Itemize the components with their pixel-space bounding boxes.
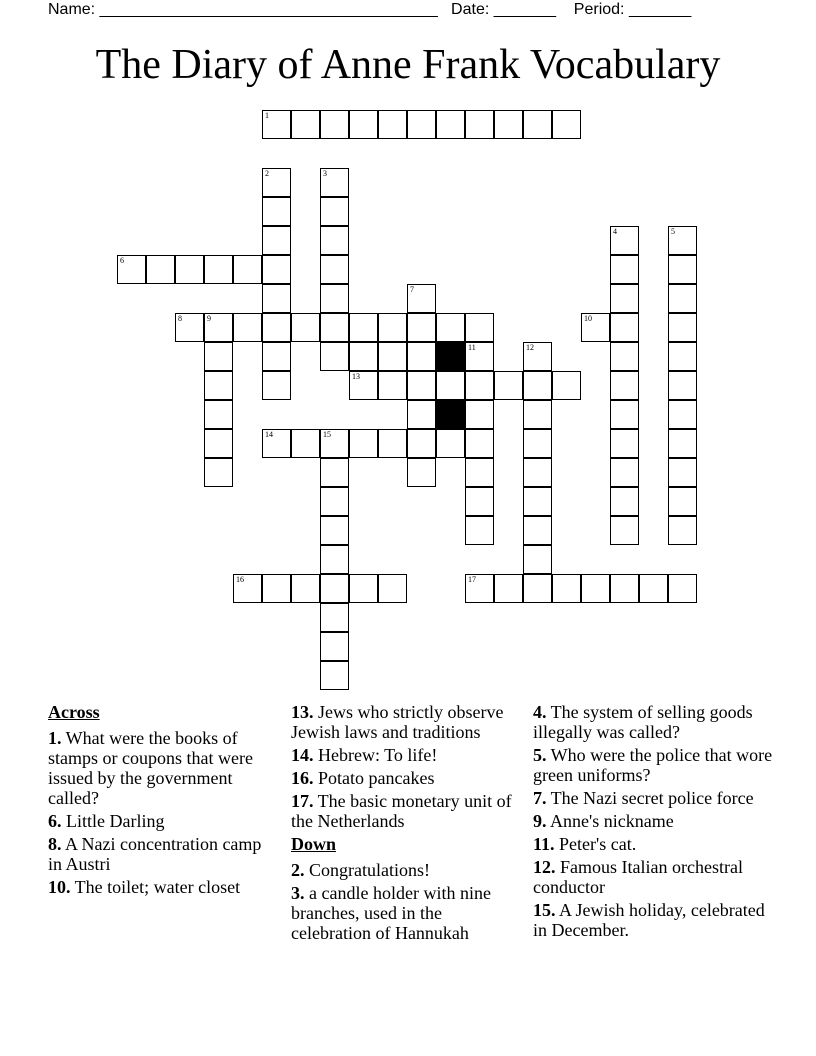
crossword-cell[interactable] — [610, 429, 639, 458]
crossword-cell[interactable] — [552, 110, 581, 139]
crossword-cell[interactable] — [523, 574, 552, 603]
crossword-cell[interactable] — [291, 313, 320, 342]
crossword-cell[interactable] — [262, 110, 291, 139]
crossword-cell[interactable] — [465, 342, 494, 371]
clue-number: 4. — [533, 702, 547, 722]
crossword-cell[interactable] — [523, 342, 552, 371]
clue-across-16 — [291, 768, 521, 788]
clue-text: Peter's cat. — [554, 834, 637, 854]
clue-number-label: 13 — [352, 372, 360, 381]
crossword-cell[interactable] — [610, 458, 639, 487]
crossword-cell[interactable] — [581, 313, 610, 342]
crossword-cell[interactable] — [320, 545, 349, 574]
crossword-cell[interactable] — [320, 255, 349, 284]
crossword-cell[interactable] — [262, 313, 291, 342]
crossword-cell[interactable] — [494, 371, 523, 400]
crossword-cell[interactable] — [320, 661, 349, 690]
crossword-cell[interactable] — [465, 487, 494, 516]
crossword-cell[interactable] — [320, 574, 349, 603]
clue-number: 14. — [291, 745, 314, 765]
crossword-cell[interactable] — [610, 371, 639, 400]
crossword-cell[interactable] — [552, 574, 581, 603]
clue-number-label: 9 — [207, 314, 211, 323]
crossword-cell[interactable] — [610, 516, 639, 545]
clue-text: a candle holder with nine branches, used in the celebration of Hannukah — [291, 883, 491, 943]
crossword-cell[interactable] — [262, 226, 291, 255]
crossword-cell[interactable] — [523, 487, 552, 516]
clue-text: Congratulations! — [304, 860, 430, 880]
crossword-cell[interactable] — [465, 574, 494, 603]
crossword-cell[interactable] — [668, 371, 697, 400]
crossword-cell[interactable] — [523, 429, 552, 458]
crossword-cell[interactable] — [523, 371, 552, 400]
clue-number-label: 1 — [265, 111, 269, 120]
crossword-cell[interactable] — [378, 110, 407, 139]
clue-number-label: 3 — [323, 169, 327, 178]
clue-text: Jews who strictly observe Jewish laws and traditions — [291, 702, 504, 742]
crossword-cell[interactable] — [320, 487, 349, 516]
clue-down-4 — [533, 702, 773, 742]
crossword-cell[interactable] — [610, 226, 639, 255]
crossword-cell[interactable] — [610, 255, 639, 284]
clue-across-1 — [48, 728, 278, 808]
crossword-cell[interactable] — [349, 110, 378, 139]
crossword-cell[interactable] — [233, 313, 262, 342]
crossword-cell[interactable] — [291, 574, 320, 603]
crossword-cell[interactable] — [378, 342, 407, 371]
crossword-cell[interactable] — [262, 255, 291, 284]
crossword-cell[interactable] — [262, 429, 291, 458]
crossword-cell[interactable] — [668, 487, 697, 516]
crossword-cell[interactable] — [436, 110, 465, 139]
crossword-cell[interactable] — [610, 342, 639, 371]
clue-text: Hebrew: To life! — [313, 745, 438, 765]
crossword-cell[interactable] — [610, 400, 639, 429]
across-heading: Across — [48, 702, 100, 722]
crossword-cell[interactable] — [320, 516, 349, 545]
crossword-cell[interactable] — [610, 487, 639, 516]
crossword-cell[interactable] — [610, 574, 639, 603]
crossword-cell[interactable] — [320, 110, 349, 139]
crossword-cell[interactable] — [610, 284, 639, 313]
clue-number-label: 8 — [178, 314, 182, 323]
clue-number: 11. — [533, 834, 555, 854]
clue-text: The toilet; water closet — [70, 877, 241, 897]
crossword-cell[interactable] — [204, 458, 233, 487]
clue-number-label: 17 — [468, 575, 476, 584]
crossword-cell[interactable] — [320, 226, 349, 255]
clue-text: What were the books of stamps or coupons that were issued by the government called? — [48, 728, 253, 808]
crossword-cell[interactable] — [639, 574, 668, 603]
clue-number-label: 7 — [410, 285, 414, 294]
crossword-cell[interactable] — [668, 574, 697, 603]
crossword-cell[interactable] — [465, 458, 494, 487]
crossword-cell[interactable] — [175, 313, 204, 342]
crossword-cell[interactable] — [407, 110, 436, 139]
crossword-cell[interactable] — [494, 110, 523, 139]
clue-number: 16. — [291, 768, 314, 788]
crossword-cell[interactable] — [523, 516, 552, 545]
crossword-cell[interactable] — [407, 342, 436, 371]
crossword-cell[interactable] — [465, 371, 494, 400]
crossword-cell[interactable] — [407, 284, 436, 313]
clue-text: Potato pancakes — [313, 768, 435, 788]
clue-column-3 — [533, 702, 773, 943]
crossword-cell[interactable] — [465, 429, 494, 458]
crossword-cell[interactable] — [349, 313, 378, 342]
clue-down-15 — [533, 900, 773, 940]
crossword-cell[interactable] — [494, 574, 523, 603]
clue-number-label: 11 — [468, 343, 476, 352]
clue-text: Little Darling — [61, 811, 165, 831]
clue-across-8 — [48, 834, 278, 874]
clue-number-label: 4 — [613, 227, 617, 236]
crossword-cell[interactable] — [668, 516, 697, 545]
crossword-cell[interactable] — [378, 574, 407, 603]
crossword-cell[interactable] — [320, 313, 349, 342]
clue-number: 1. — [48, 728, 62, 748]
clue-column-1 — [48, 702, 278, 900]
crossword-cell[interactable] — [320, 342, 349, 371]
clue-down-9 — [533, 811, 773, 831]
crossword-cell[interactable] — [523, 110, 552, 139]
crossword-cell[interactable] — [378, 313, 407, 342]
crossword-cell[interactable] — [204, 400, 233, 429]
crossword-cell[interactable] — [233, 255, 262, 284]
crossword-cell[interactable] — [668, 342, 697, 371]
crossword-cell[interactable] — [465, 516, 494, 545]
clue-number: 5. — [533, 745, 547, 765]
crossword-cell[interactable] — [233, 574, 262, 603]
crossword-cell[interactable] — [407, 313, 436, 342]
crossword-block — [436, 400, 465, 429]
crossword-cell[interactable] — [320, 603, 349, 632]
crossword-cell[interactable] — [668, 284, 697, 313]
clue-number: 8. — [48, 834, 62, 854]
crossword-cell[interactable] — [668, 255, 697, 284]
student-info-line: Name: ______________________________________ Date: _______ Period: _______ — [48, 1, 692, 18]
clue-number: 15. — [533, 900, 556, 920]
clue-down-3 — [291, 883, 521, 943]
crossword-cell[interactable] — [262, 342, 291, 371]
clue-number-label: 2 — [265, 169, 269, 178]
crossword-cell[interactable] — [668, 400, 697, 429]
crossword-cell[interactable] — [262, 371, 291, 400]
crossword-cell[interactable] — [175, 255, 204, 284]
clue-down-7 — [533, 788, 773, 808]
clue-down-12 — [533, 857, 773, 897]
clue-text: The basic monetary unit of the Netherlands — [291, 791, 512, 831]
crossword-cell[interactable] — [262, 197, 291, 226]
crossword-cell[interactable] — [378, 429, 407, 458]
clue-text: The system of selling goods illegally was called? — [533, 702, 753, 742]
clue-text: Anne's nickname — [546, 811, 674, 831]
crossword-cell[interactable] — [610, 313, 639, 342]
clue-across-10 — [48, 877, 278, 897]
crossword-cell[interactable] — [320, 429, 349, 458]
crossword-cell[interactable] — [262, 284, 291, 313]
crossword-cell[interactable] — [378, 371, 407, 400]
clue-across-17 — [291, 791, 521, 831]
clue-number: 9. — [533, 811, 547, 831]
crossword-cell[interactable] — [349, 371, 378, 400]
crossword-cell[interactable] — [523, 545, 552, 574]
clue-number-label: 16 — [236, 575, 244, 584]
crossword-cell[interactable] — [581, 574, 610, 603]
clue-number: 17. — [291, 791, 314, 811]
clue-number-label: 14 — [265, 430, 273, 439]
crossword-cell[interactable] — [291, 429, 320, 458]
crossword-cell[interactable] — [465, 313, 494, 342]
clue-number-label: 6 — [120, 256, 124, 265]
crossword-cell[interactable] — [349, 429, 378, 458]
clue-number: 10. — [48, 877, 71, 897]
clue-text: A Jewish holiday, celebrated in December. — [533, 900, 765, 940]
crossword-cell[interactable] — [117, 255, 146, 284]
crossword-cell[interactable] — [668, 458, 697, 487]
clue-text: Famous Italian orchestral conductor — [533, 857, 743, 897]
clue-number: 6. — [48, 811, 62, 831]
clue-number-label: 5 — [671, 227, 675, 236]
clue-across-6 — [48, 811, 278, 831]
crossword-cell[interactable] — [204, 342, 233, 371]
crossword-cell[interactable] — [146, 255, 175, 284]
crossword-cell[interactable] — [204, 371, 233, 400]
clue-number: 2. — [291, 860, 305, 880]
crossword-cell[interactable] — [320, 168, 349, 197]
crossword-cell[interactable] — [465, 400, 494, 429]
crossword-cell[interactable] — [668, 313, 697, 342]
crossword-cell[interactable] — [523, 458, 552, 487]
crossword-cell[interactable] — [320, 632, 349, 661]
crossword-cell[interactable] — [407, 458, 436, 487]
clue-down-2 — [291, 860, 521, 880]
crossword-cell[interactable] — [407, 371, 436, 400]
crossword-cell[interactable] — [262, 168, 291, 197]
clue-text: The Nazi secret police force — [546, 788, 754, 808]
crossword-cell[interactable] — [668, 226, 697, 255]
clue-down-5 — [533, 745, 773, 785]
clue-down-11 — [533, 834, 773, 854]
crossword-cell[interactable] — [436, 371, 465, 400]
crossword-cell[interactable] — [407, 429, 436, 458]
crossword-cell[interactable] — [204, 313, 233, 342]
crossword-block — [436, 342, 465, 371]
crossword-cell[interactable] — [320, 458, 349, 487]
clue-number-label: 12 — [526, 343, 534, 352]
clue-text: A Nazi concentration camp in Austri — [48, 834, 262, 874]
crossword-cell[interactable] — [552, 371, 581, 400]
worksheet-title: The Diary of Anne Frank Vocabulary — [95, 42, 721, 88]
crossword-cell[interactable] — [436, 429, 465, 458]
crossword-cell[interactable] — [349, 574, 378, 603]
crossword-cell[interactable] — [204, 255, 233, 284]
crossword-cell[interactable] — [320, 197, 349, 226]
down-heading: Down — [291, 834, 337, 854]
clue-number: 3. — [291, 883, 305, 903]
crossword-cell[interactable] — [523, 400, 552, 429]
clue-number: 13. — [291, 702, 314, 722]
clue-number: 12. — [533, 857, 556, 877]
crossword-cell[interactable] — [262, 574, 291, 603]
clue-text: Who were the police that wore green uniforms? — [533, 745, 773, 785]
clue-across-13 — [291, 702, 521, 742]
crossword-cell[interactable] — [291, 110, 320, 139]
crossword-cell[interactable] — [349, 342, 378, 371]
crossword-cell[interactable] — [668, 429, 697, 458]
crossword-cell[interactable] — [436, 313, 465, 342]
clue-number-label: 10 — [584, 314, 592, 323]
clue-number-label: 15 — [323, 430, 331, 439]
crossword-cell[interactable] — [320, 284, 349, 313]
clue-column-2 — [291, 702, 521, 946]
crossword-cell[interactable] — [204, 429, 233, 458]
clue-number: 7. — [533, 788, 547, 808]
crossword-cell[interactable] — [407, 400, 436, 429]
crossword-cell[interactable] — [465, 110, 494, 139]
clue-across-14 — [291, 745, 521, 765]
